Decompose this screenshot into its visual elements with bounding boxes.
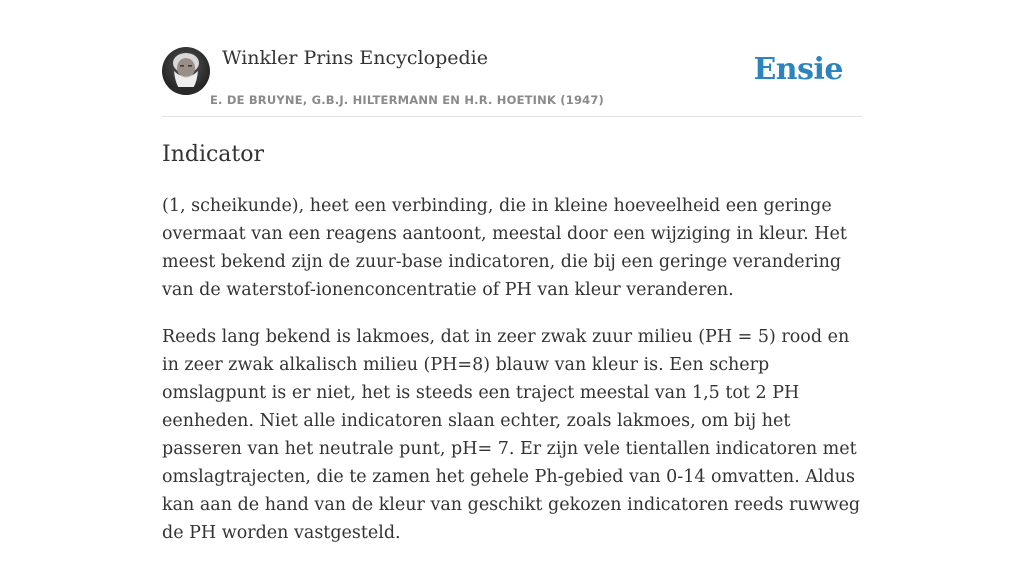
- author-portrait-icon[interactable]: [162, 47, 210, 95]
- source-header: [162, 46, 862, 117]
- entry-body: [162, 192, 866, 566]
- entry-paragraph: (1, scheikunde), heet een verbinding, die in kleine hoeveelheid een geringe overmaat van een reagens aantoont, meestal door een wijziging in kleur. Het meest bekend zijn de zuur-base indicatoren, die bij een geringe verandering van de waterstof-ionenconcentratie of PH van kleur veranderen.: [162, 196, 847, 300]
- ensie-logo[interactable]: Ensie: [753, 52, 843, 87]
- source-authors: E. DE BRUYNE, G.B.J. HILTERMANN EN H.R. HOETINK (1947): [210, 93, 605, 107]
- entry-title: Indicator: [162, 142, 265, 167]
- source-title[interactable]: Winkler Prins Encyclopedie: [222, 47, 488, 69]
- entry-paragraph: Reeds lang bekend is lakmoes, dat in zeer zwak zuur milieu (PH = 5) rood en in zeer zwak alkalisch milieu (PH=8) blauw van kleur is. Een scherp omslagpunt is er niet, het is steeds een traject meestal van 1,5 tot 2 PH eenheden. Niet alle indicatoren slaan echter, zoals lakmoes, om bij het passeren van het neutrale punt, pH= 7. Er zijn vele tientallen indicatoren met omslagtrajecten, die te zamen het gehele Ph-gebied van 0-14 omvatten. Aldus kan aan de hand van de kleur van geschikt gekozen indicatoren reeds ruwweg de PH worden vastgesteld.: [162, 327, 861, 543]
